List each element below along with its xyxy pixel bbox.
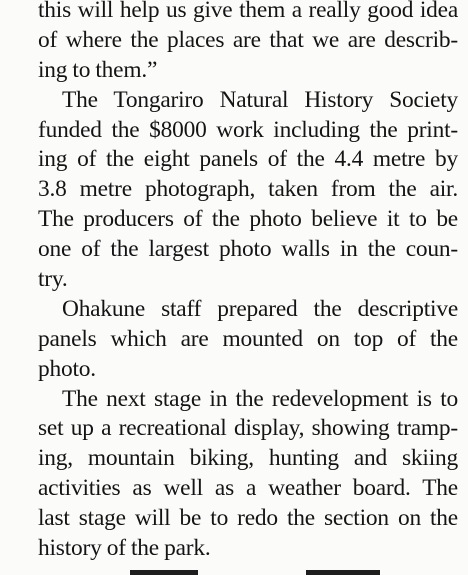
text-line: ing, mountain biking, hunting and skiing	[38, 445, 458, 472]
text-line: The next stage in the redevelopment is to	[62, 385, 458, 412]
text-line: funded the $8000 work including the print-	[38, 116, 458, 143]
text-line: last stage will be to redo the section on the	[38, 505, 458, 532]
text-line: one of the largest photo walls in the coun-	[38, 236, 458, 263]
bottom-rule-left	[130, 570, 198, 575]
paragraph	[38, 0, 458, 86]
paragraph	[38, 86, 458, 295]
text-line: 3.8 metre photograph, taken from the air.	[38, 176, 458, 203]
text-line: activities as well as a weather board. The	[38, 475, 458, 502]
text-line: panels which are mounted on top of the	[38, 325, 458, 352]
article-column	[38, 0, 458, 564]
text-line: Ohakune staff prepared the descriptive	[62, 295, 458, 322]
text-line: of where the places are that we are describ-	[38, 26, 458, 53]
text-line: photo.	[38, 355, 96, 382]
text-line: try.	[38, 266, 68, 293]
text-line: ing to them.”	[38, 56, 158, 83]
text-line: this will help us give them a really good idea	[38, 0, 458, 23]
text-line: The producers of the photo believe it to be	[38, 206, 458, 233]
paragraph	[38, 385, 458, 564]
text-line: history of the park.	[38, 535, 211, 562]
bottom-rule-right	[306, 570, 380, 575]
text-line: set up a recreational display, showing tramp-	[38, 415, 458, 442]
paragraph	[38, 295, 458, 385]
text-line: ing of the eight panels of the 4.4 metre by	[38, 146, 458, 173]
text-line: The Tongariro Natural History Society	[62, 86, 458, 113]
